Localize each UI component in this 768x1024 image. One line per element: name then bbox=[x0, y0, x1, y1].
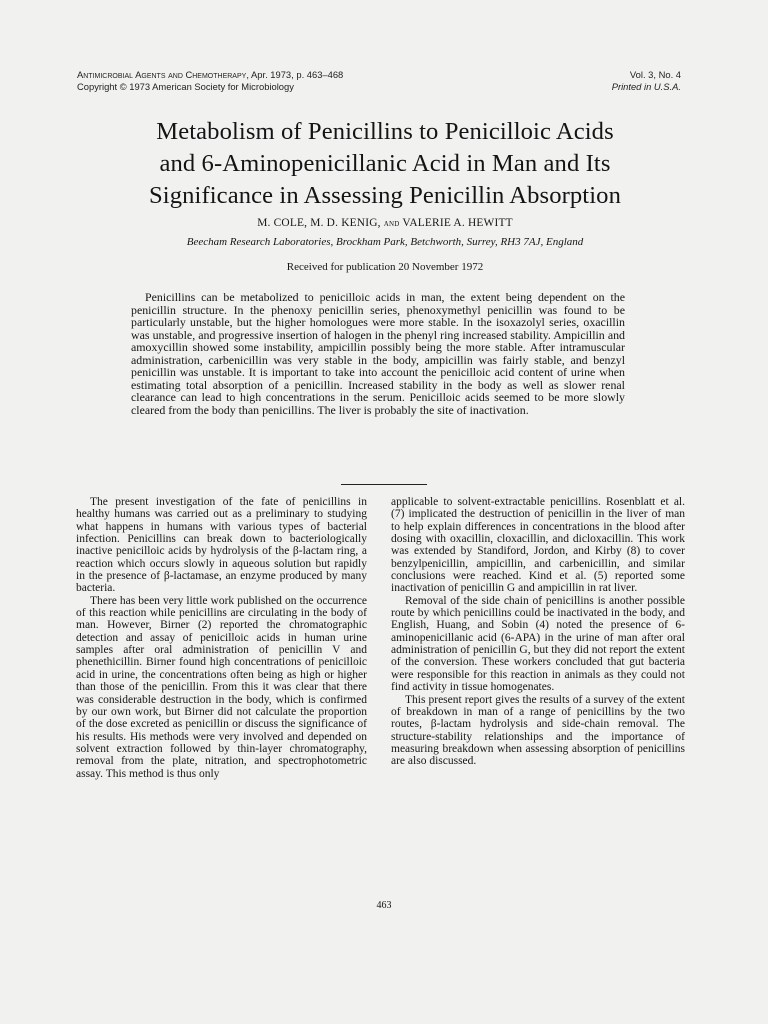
journal-issue: , Apr. 1973, p. 463–468 bbox=[246, 69, 344, 80]
title-line: Significance in Assessing Penicillin Absorption bbox=[149, 182, 621, 209]
printed-location: Printed in U.S.A. bbox=[611, 81, 681, 92]
title-line: and 6-Aminopenicillanic Acid in Man and Its bbox=[159, 150, 611, 177]
volume-number: Vol. 3, No. 4 bbox=[629, 69, 681, 80]
body-column-right bbox=[391, 496, 685, 768]
journal-header bbox=[77, 69, 343, 93]
paragraph: The present investigation of the fate of penicillins in healthy humans was carried out as a preliminary to studying what happens in humans with various types of bacterial infection. Penicillins can break down to bacteriologically inactive penicilloic acids by hydrolysis of the β-lactam ring, a reaction which occurs slowly in aqueous solution but rapidly in the presence of β-lactamase, an enzyme produced by many bacteria. bbox=[76, 496, 367, 595]
abstract: Penicillins can be metabolized to penicilloic acids in man, the extent being dependent on the penicillin structure. In the phenoxy penicillin series, phenoxymethyl penicillin was found to be particularly unstable, but the higher homologues were more stable. In the isoxazolyl series, oxacillin was unstable, and progressive insertion of halogen in the phenyl ring increased stability. Ampicillin and amoxycillin showed some instability, ampicillin possibly being the more stable. After intramuscular administration, carbenicillin was very stable in the body, ampicillin was fairly stable, and benzyl penicillin was unstable. It is important to take into account the penicilloic acid content of urine when estimating total absorption of a penicillin. Increased stability in the body as well as slower renal clearance can lead to high concentrations in the serum. Penicilloic acids seemed to be more slowly cleared from the body than penicillins. The liver is probably the site of inactivation. bbox=[131, 290, 625, 417]
volume-header bbox=[612, 69, 681, 93]
copyright-line: Copyright © 1973 American Society for Microbiology bbox=[77, 81, 294, 92]
paragraph: This present report gives the results of a survey of the extent of breakdown in man of a range of penicillins by the two routes, β-lactam hydrolysis and side-chain removal. The structure-stability relationships and the importance of measuring breakdown when assessing absorption of penicillins are also discussed. bbox=[391, 693, 685, 768]
title-line: Metabolism of Penicillins to Penicilloic Acids bbox=[156, 118, 614, 145]
body-column-left bbox=[76, 496, 367, 780]
section-divider bbox=[341, 484, 427, 485]
received-date: Received for publication 20 November 1972 bbox=[286, 261, 484, 273]
article-title bbox=[60, 116, 710, 212]
authors-first: M. COLE, M. D. KENIG, bbox=[257, 217, 381, 229]
affiliation: Beecham Research Laboratories, Brockham Park, Betchworth, Surrey, RH3 7AJ, England bbox=[186, 236, 584, 248]
page-number: 463 bbox=[376, 900, 392, 911]
authors-last: VALERIE A. HEWITT bbox=[402, 217, 513, 229]
authors-conjunction: and bbox=[383, 218, 400, 229]
author-list bbox=[60, 216, 710, 231]
paragraph: applicable to solvent-extractable penicillins. Rosenblatt et al. (7) implicated the destruction of penicillin in the liver of man to help explain differences in concentrations in the blood after dosing with oxacillin, cloxacillin, and dicloxacillin. This work was extended by Standiford, Jordon, and Kirby (8) to cover benzylpenicillin, ampicillin, and carbenicillin, and similar conclusions were reached. Kind et al. (5) reported some inactivation of penicillin G and ampicillin in rat liver. bbox=[391, 496, 685, 595]
paragraph: There has been very little work published on the occurrence of this reaction while penicillins are circulating in the body of man. However, Birner (2) reported the chromatographic detection and assay of penicilloic acids in human urine samples after oral administration of penicillin V and phenethicillin. Birner found high concentrations of penicilloic acid in urine, the concentrations often being as high or higher than those of the penicillin. From this it was clear that there was considerable destruction in the body, which is confirmed by our own work, but Birner did not calculate the proportion of the dose excreted as penicillin or discuss the significance of his results. His methods were very involved and depended on solvent extraction followed by thin-layer chromatography, removal from the plate, nitration, and spectrophotometric assay. This method is thus only bbox=[76, 594, 367, 780]
paragraph: Removal of the side chain of penicillins is another possible route by which penicillins could be inactivated in the body, and English, Huang, and Sobin (4) noted the presence of 6-aminopenicillanic acid (6-APA) in the urine of man after oral administration of penicillin G, but they did not report the extent of the conversion. These workers concluded that gut bacteria were responsible for this reaction in animals as they could not find activity in tissue homogenates. bbox=[391, 594, 685, 694]
journal-name: Antimicrobial Agents and Chemotherapy bbox=[77, 69, 247, 80]
journal-citation bbox=[77, 69, 343, 81]
